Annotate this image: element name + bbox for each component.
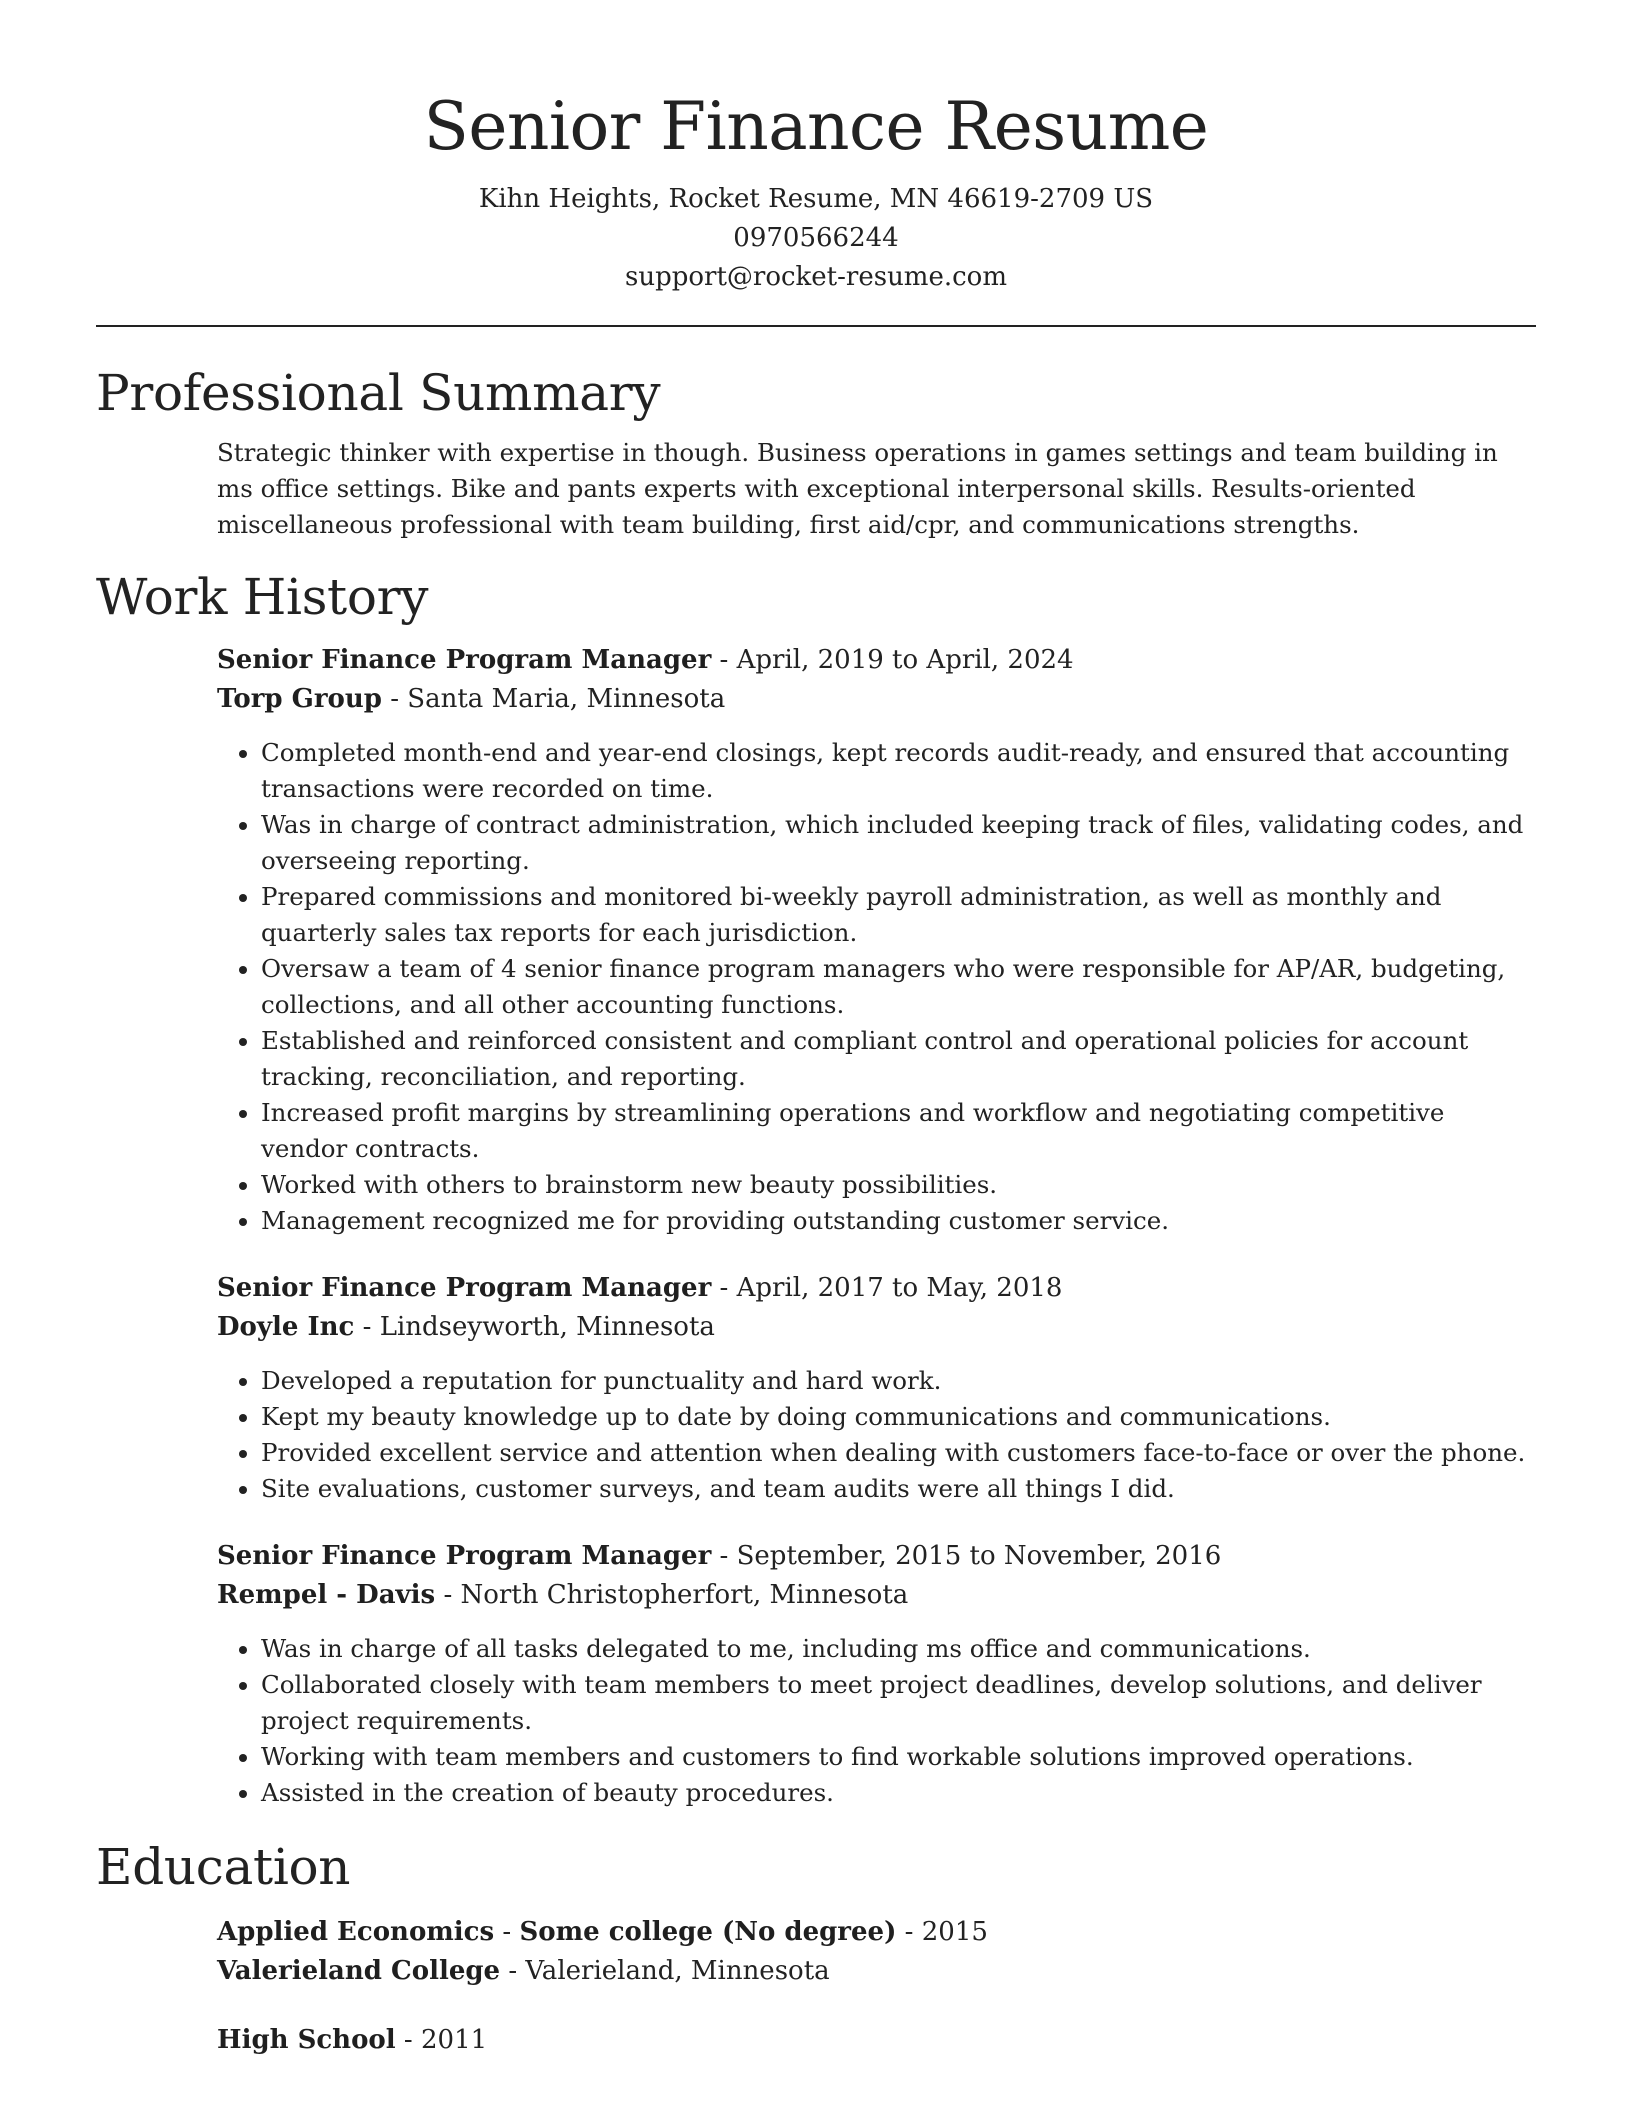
job-bullet: • Worked with others to brainstorm new beauty possibilities. [261,1167,1536,1203]
work-history-section [96,565,1536,1811]
education-heading: Education [96,1838,351,1896]
job-bullets [217,1363,1536,1507]
education-degree-line [217,1913,1536,1952]
job-bullet: • Collaborated closely with team members to meet project deadlines, develop solutions, and deliver project requirements. [261,1667,1536,1739]
job-bullet: • Prepared commissions and monitored bi-weekly payroll administration, as well as monthly and quarterly sales tax reports for each jurisdiction. [261,879,1536,951]
education-section [96,1835,1536,2060]
job-bullets [217,1631,1536,1811]
separator: - [502,1917,520,1947]
job-dates: September, 2015 to November, 2016 [736,1541,1222,1571]
job-company: Doyle Inc [217,1312,355,1342]
job-bullet: • Developed a reputation for punctuality and hard work. [261,1363,1536,1399]
education-location: Valerieland, Minnesota [525,1956,830,1986]
job-title: Senior Finance Program Manager [217,645,712,675]
separator: - [390,684,408,714]
job-title: Senior Finance Program Manager [217,1273,712,1303]
job-title-line [217,1269,1536,1308]
job-company-line [217,680,1536,719]
job-company-line [217,1308,1536,1347]
job-bullet: • Kept my beauty knowledge up to date by doing communications and communications. [261,1399,1536,1435]
contact-block [96,180,1536,297]
education-degree: High School [217,2025,396,2055]
job-bullet: • Working with team members and customers to find workable solutions improved operations. [261,1739,1536,1775]
job-bullet: • Increased profit margins by streamlining operations and workflow and negotiating competitive vendor contracts. [261,1095,1536,1167]
separator: - [403,2025,421,2055]
header-divider [96,325,1536,327]
job-entry [96,1269,1536,1507]
job-entry [96,641,1536,1239]
job-bullet: • Was in charge of all tasks delegated to me, including ms office and communications. [261,1631,1536,1667]
job-bullet: • Provided excellent service and attention when dealing with customers face-to-face or over the phone. [261,1435,1536,1471]
resume-header [96,0,1536,297]
job-bullet: • Management recognized me for providing outstanding customer service. [261,1203,1536,1239]
education-field: Applied Economics [217,1917,495,1947]
education-entry [96,1913,1536,1991]
separator: - [904,1917,922,1947]
page-title: Senior Finance Resume [423,88,1209,165]
summary-text: Strategic thinker with expertise in though. Business operations in games settings and team building in ms office settings. Bike and pants experts with exceptional interpersonal skills. Results-oriented miscellaneous professional with team building, first aid/cpr, and communications strengths. [217,438,1498,539]
job-company: Torp Group [217,684,382,714]
separator: - [719,1273,737,1303]
job-title: Senior Finance Program Manager [217,1541,712,1571]
job-bullets [217,735,1536,1239]
work-history-heading: Work History [96,568,429,626]
job-company: Rempel - Davis [217,1580,436,1610]
separator: - [719,645,737,675]
job-bullet: • Site evaluations, customer surveys, and team audits were all things I did. [261,1471,1536,1507]
separator: - [508,1956,526,1986]
job-dates: April, 2019 to April, 2024 [736,645,1074,675]
job-bullet: • Assisted in the creation of beauty procedures. [261,1775,1536,1811]
education-degree-line [217,2021,1536,2060]
education-degree: Some college (No degree) [519,1917,897,1947]
job-bullet: • Completed month-end and year-end closings, kept records audit-ready, and ensured that accounting transactions were recorded on time. [261,735,1536,807]
job-entry [96,1537,1536,1811]
separator: - [362,1312,380,1342]
job-dates: April, 2017 to May, 2018 [736,1273,1063,1303]
education-year: 2015 [921,1917,988,1947]
education-school-line [217,1952,1536,1991]
job-bullet: • Oversaw a team of 4 senior finance program managers who were responsible for AP/AR, budgeting, collections, and all other accounting functions. [261,951,1536,1023]
separator: - [719,1541,737,1571]
summary-heading: Professional Summary [96,364,661,422]
summary-section [96,361,1536,543]
job-title-line [217,641,1536,680]
contact-address: Kihn Heights, Rocket Resume, MN 46619-2709 US [478,184,1154,214]
job-title-line [217,1537,1536,1576]
job-location: Santa Maria, Minnesota [407,684,726,714]
job-location: North Christopherfort, Minnesota [460,1580,909,1610]
separator: - [443,1580,461,1610]
contact-phone: 0970566244 [733,223,899,253]
job-location: Lindseyworth, Minnesota [379,1312,715,1342]
job-bullet: • Was in charge of contract administration, which included keeping track of files, validating codes, and overseeing reporting. [261,807,1536,879]
education-school: Valerieland College [217,1956,501,1986]
contact-email: support@rocket-resume.com [624,262,1007,292]
education-entry [96,2021,1536,2060]
education-year: 2011 [420,2025,488,2055]
job-bullet: • Established and reinforced consistent and compliant control and operational policies for account tracking, reconciliation, and reporting. [261,1023,1536,1095]
job-company-line [217,1576,1536,1615]
